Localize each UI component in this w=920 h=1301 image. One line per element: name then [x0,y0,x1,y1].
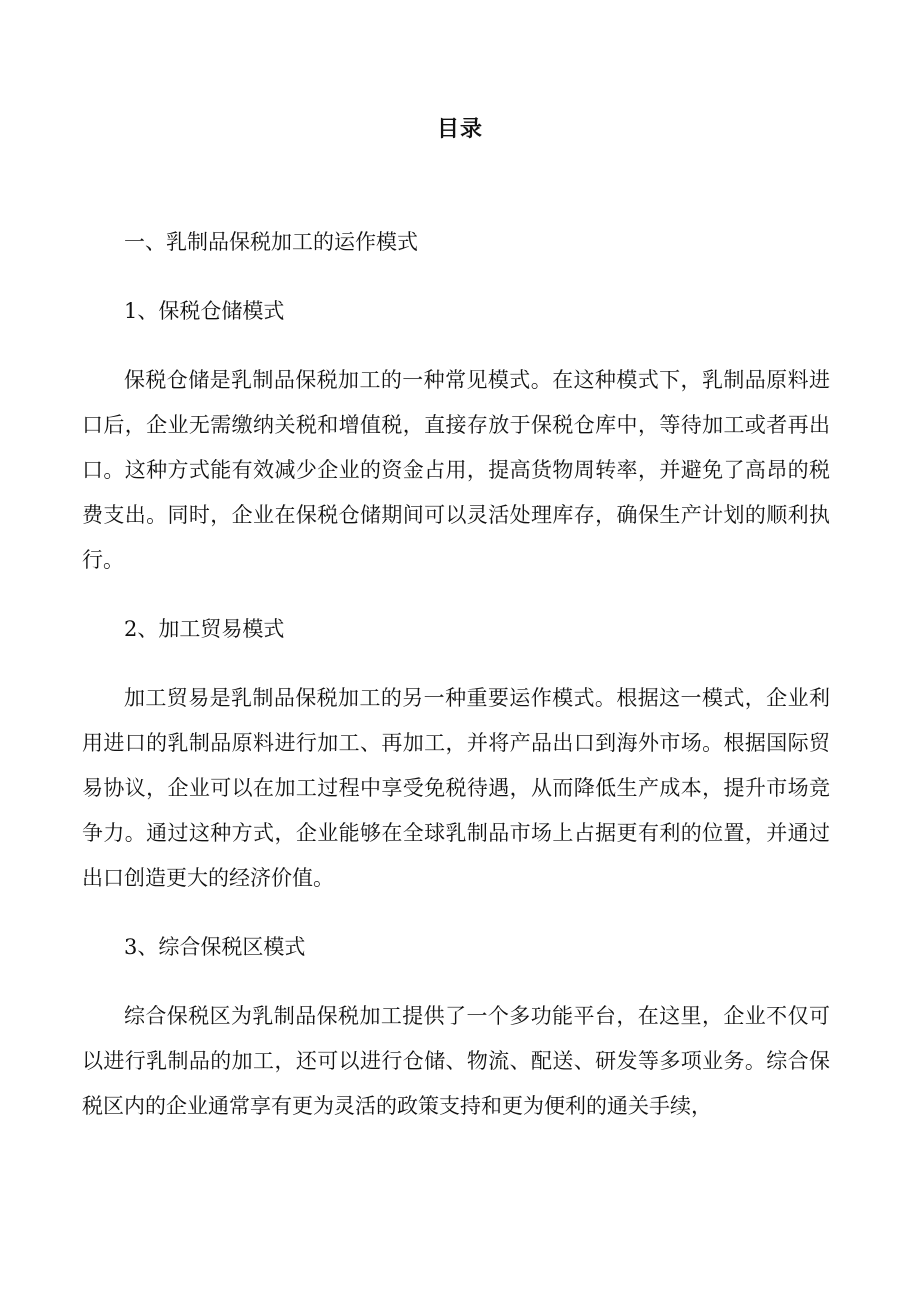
section-heading-bonded-zone: 3、综合保税区模式 [124,935,306,959]
document-body [82,220,830,1153]
section-heading-main: 一、乳制品保税加工的运作模式 [124,230,418,254]
paragraph-bonded-zone: 综合保税区为乳制品保税加工提供了一个多功能平台，在这里，企业不仅可以进行乳制品的加工，还可以进行仓储、物流、配送、研发等多项业务。综合保税区内的企业通常享有更为灵活的政策支持和更为便利的通关手续， [82,1004,830,1118]
section-heading-bonded-storage: 1、保税仓储模式 [124,299,285,323]
document-title: 目录 [436,117,483,142]
paragraph-bonded-storage: 保税仓储是乳制品保税加工的一种常见模式。在这种模式下，乳制品原料进口后，企业无需缴纳关税和增值税，直接存放于保税仓库中，等待加工或者再出口。这种方式能有效减少企业的资金占用，提高货物周转率，并避免了高昂的税费支出。同时，企业在保税仓储期间可以灵活处理库存，确保生产计划的顺利执行。 [82,368,830,572]
section-heading-processing-trade: 2、加工贸易模式 [124,617,285,641]
paragraph-processing-trade: 加工贸易是乳制品保税加工的另一种重要运作模式。根据这一模式，企业利用进口的乳制品原料进行加工、再加工，并将产品出口到海外市场。根据国际贸易协议，企业可以在加工过程中享受免税待遇，从而降低生产成本，提升市场竞争力。通过这种方式，企业能够在全球乳制品市场上占据更有利的位置，并通过出口创造更大的经济价值。 [82,686,830,890]
